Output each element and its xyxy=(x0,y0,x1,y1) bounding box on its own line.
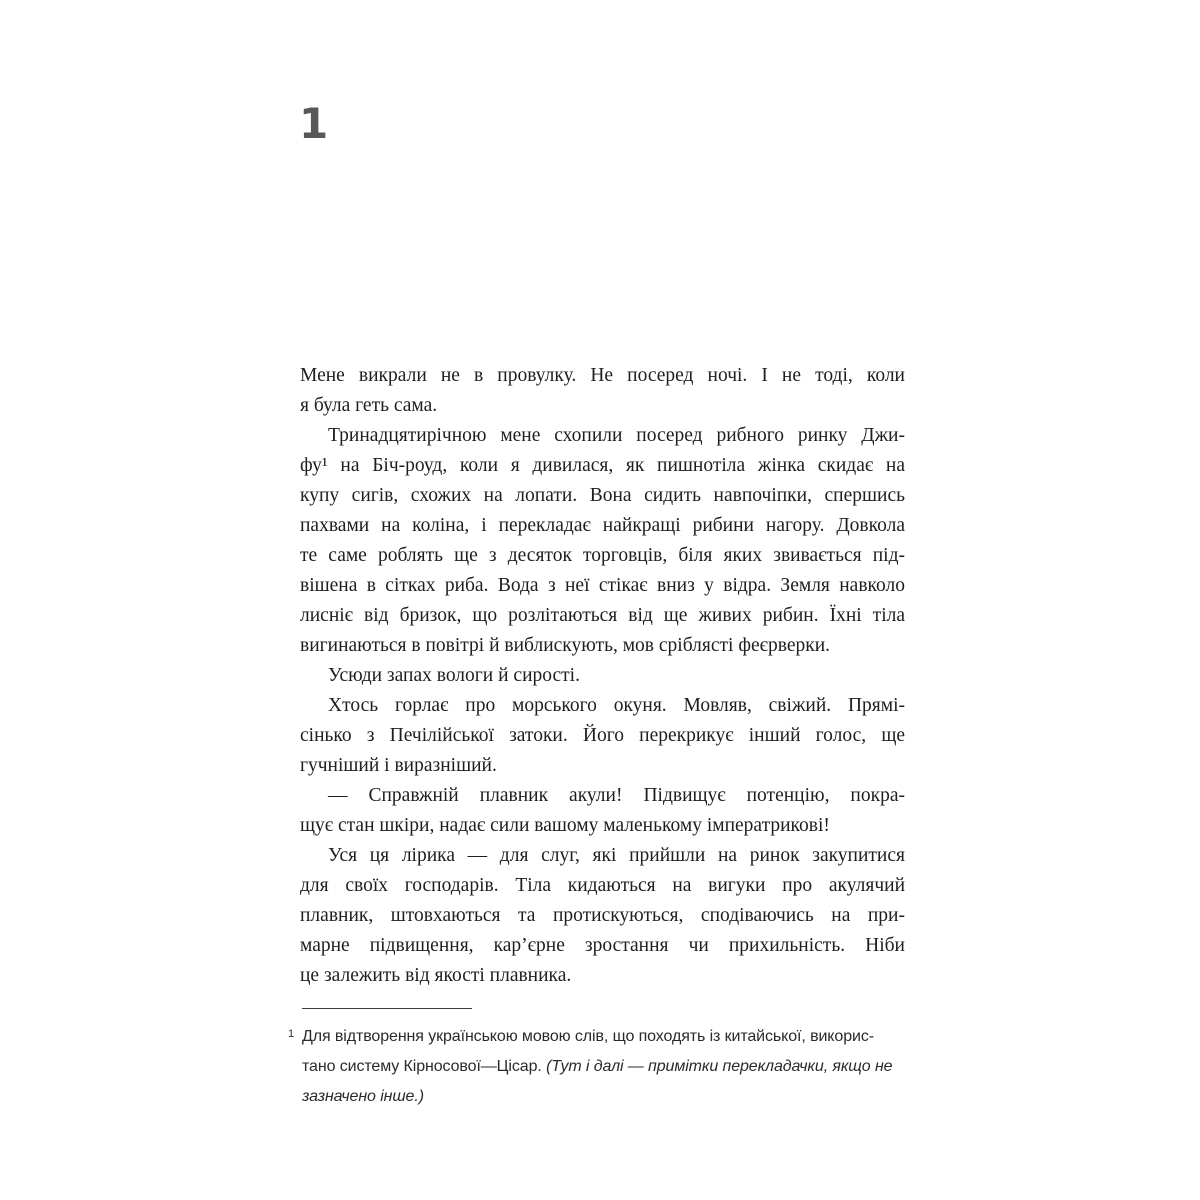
text-line: Уся ця лірика — для слуг, які прийшли на ринок закупитися xyxy=(328,845,905,866)
paragraph xyxy=(300,661,905,691)
paragraph xyxy=(300,841,905,991)
text-line: марне підвищення, кар’єрне зростання чи прихильність. Ніби xyxy=(300,935,905,956)
text-line: пахвами на коліна, і перекладає найкращі рибини нагору. Довкола xyxy=(300,515,905,536)
text-line: — Справжній плавник акули! Підвищує потенцію, покра- xyxy=(328,785,905,806)
body-text xyxy=(300,361,905,991)
text-line: це залежить від якості плавника. xyxy=(300,965,572,986)
text-line: вішена в сітках риба. Вода з неї стікає вниз у відра. Земля навколо xyxy=(300,575,905,596)
footnote-line xyxy=(302,1022,917,1052)
footnote-marker: 1 xyxy=(288,1028,295,1040)
paragraph xyxy=(300,691,905,781)
text-line: Тринадцятирічною мене схопили посеред рибного ринку Джи- xyxy=(328,425,905,446)
text-line: купу сигів, схожих на лопати. Вона сидить навпочіпки, спершись xyxy=(300,485,905,506)
paragraph xyxy=(300,781,905,841)
text-line: лисніє від бризок, що розлітаються від ще живих рибин. Їхні тіла xyxy=(300,605,905,626)
footnote xyxy=(288,1022,917,1112)
footnote-italic-text: (Тут і далі — примітки перекладачки, якщо не xyxy=(546,1058,893,1075)
text-line: для своїх господарів. Тіла кидаються на вигуки про акулячий xyxy=(300,875,905,896)
text-line: я була геть сама. xyxy=(300,395,438,416)
text-line: щує стан шкіри, надає сили вашому маленькому імператрикові! xyxy=(300,815,830,836)
paragraph xyxy=(300,361,905,421)
text-line: вигинаються в повітрі й виблискують, мов сріблясті феєрверки. xyxy=(300,635,831,656)
footnote-text: тано систему Кірносової—Цісар. xyxy=(302,1058,547,1075)
text-line: фу¹ на Біч-роуд, коли я дивилася, як пишнотіла жінка скидає на xyxy=(300,455,905,476)
chapter-number: 1 xyxy=(299,99,329,148)
text-line: сінько з Печілійської затоки. Його перекрикує інший голос, ще xyxy=(300,725,905,746)
footnote-text: Для відтворення українською мовою слів, що походять із китайської, викорис- xyxy=(302,1028,874,1045)
text-line: Мене викрали не в провулку. Не посеред ночі. І не тоді, коли xyxy=(300,365,905,386)
footnote-line xyxy=(302,1082,917,1112)
paragraph xyxy=(300,421,905,661)
text-line: те саме роблять ще з десяток торговців, біля яких звивається під- xyxy=(300,545,905,566)
text-line: гучніший і виразніший. xyxy=(300,755,497,776)
footnote-italic-text: зазначено інше.) xyxy=(302,1088,424,1105)
text-line: Хтось горлає про морського окуня. Мовляв, свіжий. Прямі- xyxy=(328,695,905,716)
footnote-line xyxy=(302,1052,917,1082)
text-line: Усюди запах вологи й сирості. xyxy=(328,665,580,686)
text-line: плавник, штовхаються та протискуються, сподіваючись на при- xyxy=(300,905,905,926)
footnote-divider xyxy=(302,1008,472,1009)
